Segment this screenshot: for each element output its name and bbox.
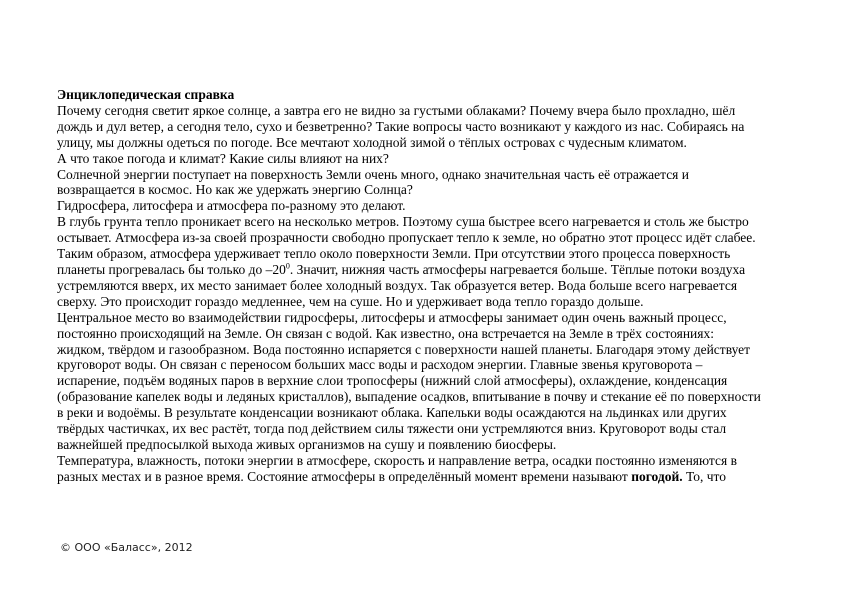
degree-superscript: 0 [285, 261, 290, 271]
last-line-text-before: разных местах и в разное время. Состояние атмосферы в определённый момент времени называют [57, 468, 632, 484]
paragraph-line: испарение, подъём водяных паров в верхние слои тропосферы (нижний слой атмосферы), охлаждение, конденсация [57, 373, 728, 389]
copyright-footer: © ООО «Баласс», 2012 [60, 541, 193, 554]
paragraph-line: постоянно происходящий на Земле. Он связан с водой. Как известно, она встречается на Земле в трёх состояниях: [57, 325, 714, 341]
paragraph-line: Центральное место во взаимодействии гидросферы, литосферы и атмосферы занимает один очень важный процесс, [57, 309, 727, 325]
paragraph-line: жидком, твёрдом и газообразном. Вода постоянно испаряется с поверхности нашей планеты. Благодаря этому действует [57, 341, 751, 357]
paragraph-line: Таким образом, атмосфера удерживает тепло около поверхности Земли. При отсутствии этого процесса поверхность [57, 246, 731, 262]
paragraph-line: возвращается в космос. Но как же удержать энергию Солнца? [57, 182, 413, 198]
paragraph-line: Почему сегодня светит яркое солнце, а завтра его не видно за густыми облаками? Почему вчера было прохладно, шёл [57, 102, 736, 118]
document-heading: Энциклопедическая справка [57, 87, 235, 102]
document-body [57, 87, 787, 485]
paragraph-line: твёрдых частичках, их вес растёт, тогда под действием силы тяжести они устремляются вниз. Круговорот воды стал [57, 421, 727, 437]
weather-term: погодой. [631, 468, 683, 484]
paragraph-line: сверху. Это происходит гораздо медленнее, чем на суше. Но и удерживает вода тепло гораздо дольше. [57, 293, 644, 309]
paragraph-line: Температура, влажность, потоки энергии в атмосфере, скорость и направление ветра, осадки постоянно изменяются в [57, 452, 737, 468]
temperature-text-after: . Значит, нижняя часть атмосферы нагревается больше. Тёплые потоки воздуха [289, 261, 746, 277]
last-line-text-after: То, что [682, 468, 727, 484]
paragraph-line: В глубь грунта тепло проникает всего на несколько метров. Поэтому суша быстрее всего нагревается и столь же быстро [57, 214, 749, 230]
paragraph-line: круговорот воды. Он связан с переносом больших масс воды и расходом энергии. Главные звенья круговорота – [57, 357, 703, 373]
paragraph-line: важнейшей предпосылкой выхода живых организмов на сушу и появлению биосферы. [57, 436, 557, 452]
paragraph-line: улицу, мы должны одеться по погоде. Все мечтают холодной зимой о тёплых островах с чудесным климатом. [57, 134, 687, 150]
paragraph-line: А что такое погода и климат? Какие силы влияют на них? [57, 150, 389, 166]
paragraph-line: в реки и водоёмы. В результате конденсации возникают облака. Капельки воды осаждаются на льдинках или других [57, 405, 727, 421]
paragraph-line: дождь и дул ветер, а сегодня тело, сухо и безветренно? Такие вопросы часто возникают у каждого из нас. Собираясь на [57, 118, 745, 134]
paragraph-line: Гидросфера, литосфера и атмосфера по-разному это делают. [57, 198, 406, 214]
paragraph-line: остывает. Атмосфера из-за своей прозрачности свободно пропускает тепло к земле, но обратно этот процесс идёт слабее. [57, 230, 756, 246]
paragraph-line: (образование капелек воды и ледяных кристаллов), выпадение осадков, впитывание в почву и стекание её по поверхности [57, 389, 761, 405]
temperature-text-before: планеты прогревалась бы только до –20 [57, 261, 286, 277]
paragraph-line-temperature [57, 262, 787, 278]
paragraph-line: Солнечной энергии поступает на поверхность Земли очень много, однако значительная часть её отражается и [57, 166, 689, 182]
paragraph-line: устремляются вверх, их место занимает более холодный воздух. Так образуется ветер. Вода больше всего нагревается [57, 277, 738, 293]
paragraph-line-last [57, 469, 787, 485]
